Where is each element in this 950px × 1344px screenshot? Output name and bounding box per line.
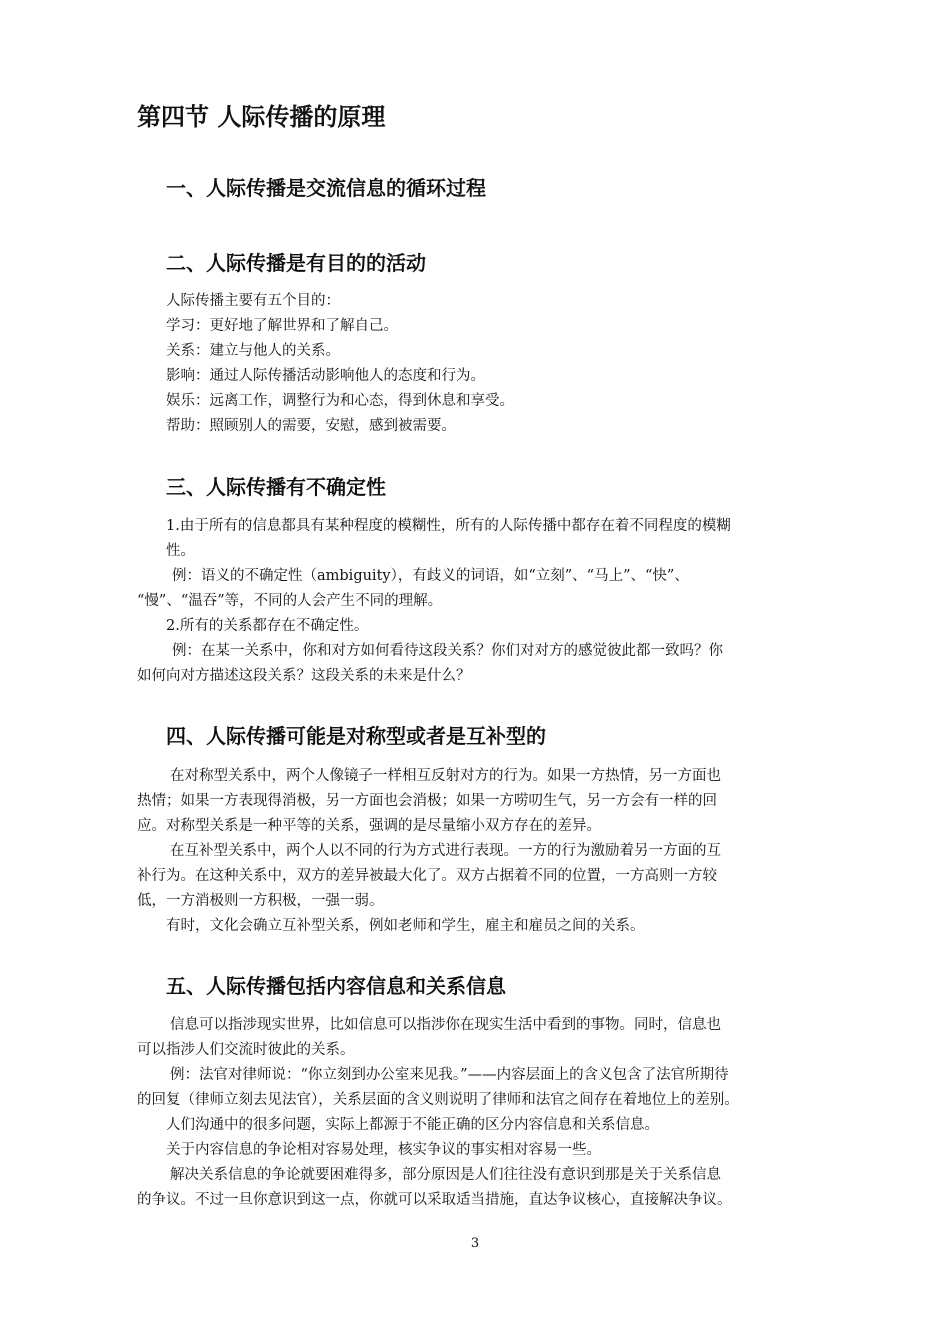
paragraph-line: 例：在某一关系中，你和对方如何看待这段关系？你们对对方的感觉彼此都一致吗？你 — [172, 643, 723, 659]
paragraph-line: 帮助：照顾别人的需要，安慰，感到被需要。 — [166, 418, 456, 434]
paragraph-line: 补行为。在这种关系中，双方的差异被最大化了。双方占据着不同的位置，一方高则一方较 — [137, 868, 717, 884]
paragraph-line: 解决关系信息的争论就要困难得多，部分原因是人们往往没有意识到那是关于关系信息 — [170, 1167, 721, 1183]
paragraph-line: “慢”、“温吞”等，不同的人会产生不同的理解。 — [137, 593, 443, 609]
paragraph-line: 性。 — [166, 543, 195, 559]
paragraph-line: 如何向对方描述这段关系？这段关系的未来是什么？ — [137, 668, 471, 684]
heading-1: 一、人际传播是交流信息的循环过程 — [166, 176, 486, 200]
paragraph-line: 信息可以指涉现实世界，比如信息可以指涉你在现实生活中看到的事物。同时，信息也 — [170, 1017, 721, 1033]
paragraph-line: 人际传播主要有五个目的： — [166, 293, 340, 309]
paragraph-line: 2.所有的关系都存在不确定性。 — [166, 618, 369, 634]
section-title: 第四节 人际传播的原理 — [137, 103, 386, 131]
paragraph-line: 在对称型关系中，两个人像镜子一样相互反射对方的行为。如果一方热情，另一方面也 — [170, 768, 721, 784]
heading-5: 五、人际传播包括内容信息和关系信息 — [166, 974, 506, 998]
paragraph-line: 例：语义的不确定性（ambiguity），有歧义的词语，如“立刻”、“马上”、“快”、 — [172, 568, 689, 584]
page-number: 3 — [470, 1236, 480, 1251]
paragraph-line: 关于内容信息的争论相对容易处理，核实争议的事实相对容易一些。 — [166, 1142, 601, 1158]
heading-4: 四、人际传播可能是对称型或者是互补型的 — [166, 724, 546, 748]
paragraph-line: 关系：建立与他人的关系。 — [166, 343, 340, 359]
heading-2: 二、人际传播是有目的的活动 — [166, 251, 426, 275]
paragraph-line: 1.由于所有的信息都具有某种程度的模糊性，所有的人际传播中都存在着不同程度的模糊 — [166, 518, 731, 534]
paragraph-line: 学习：更好地了解世界和了解自己。 — [166, 318, 398, 334]
paragraph-line: 热情；如果一方表现得消极，另一方面也会消极；如果一方唠叨生气，另一方会有一样的回 — [137, 793, 717, 809]
paragraph-line: 应。对称型关系是一种平等的关系，强调的是尽量缩小双方存在的差异。 — [137, 818, 601, 834]
paragraph-line: 人们沟通中的很多问题，实际上都源于不能正确的区分内容信息和关系信息。 — [166, 1117, 659, 1133]
paragraph-line: 影响：通过人际传播活动影响他人的态度和行为。 — [166, 368, 485, 384]
paragraph-line: 在互补型关系中，两个人以不同的行为方式进行表现。一方的行为激励着另一方面的互 — [170, 843, 721, 859]
paragraph-line: 的回复（律师立刻去见法官），关系层面的含义则说明了律师和法官之间存在着地位上的差别。 — [137, 1092, 739, 1108]
paragraph-line: 有时，文化会确立互补型关系，例如老师和学生，雇主和雇员之间的关系。 — [166, 918, 645, 934]
paragraph-line: 的争议。不过一旦你意识到这一点，你就可以采取适当措施，直达争议核心，直接解决争议。 — [137, 1192, 732, 1208]
paragraph-line: 娱乐：远离工作，调整行为和心态，得到休息和享受。 — [166, 393, 514, 409]
paragraph-line: 可以指涉人们交流时彼此的关系。 — [137, 1042, 355, 1058]
heading-3: 三、人际传播有不确定性 — [166, 475, 386, 499]
paragraph-line: 低，一方消极则一方积极，一强一弱。 — [137, 893, 384, 909]
paragraph-line: 例：法官对律师说：“你立刻到办公室来见我。”——内容层面上的含义包含了法官所期待 — [170, 1067, 729, 1083]
